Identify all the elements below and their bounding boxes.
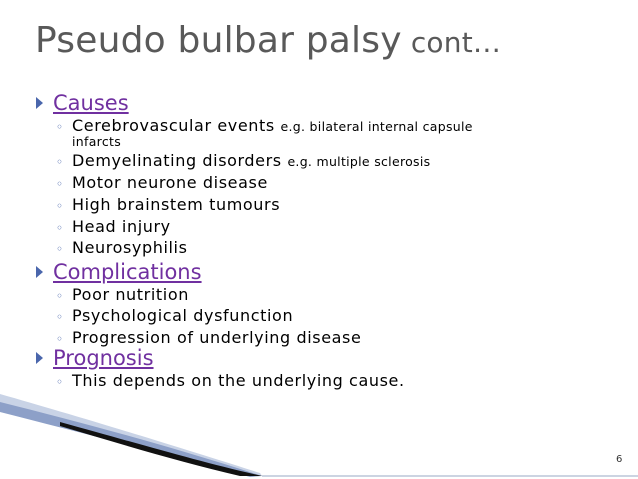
circle-outline-icon: ◦ (56, 310, 64, 324)
list-item-continuation: infarcts (72, 134, 122, 149)
triangle-right-icon (36, 266, 43, 278)
circle-outline-icon: ◦ (56, 199, 64, 213)
section-heading-label: Prognosis (53, 346, 154, 370)
slide-title-main: Pseudo bulbar palsy (35, 20, 402, 61)
list-item: ◦ Head injury (56, 217, 171, 236)
section-heading-causes (36, 90, 129, 116)
circle-outline-icon: ◦ (56, 221, 64, 235)
list-item: ◦ High brainstem tumours (56, 195, 281, 214)
list-item: ◦ Psychological dysfunction (56, 306, 294, 325)
section-heading-complications (36, 259, 202, 285)
section-heading-label: Complications (53, 260, 202, 284)
circle-outline-icon: ◦ (56, 375, 64, 389)
circle-outline-icon: ◦ (56, 332, 64, 346)
list-item: ◦ Neurosyphilis (56, 238, 188, 257)
section-heading-label: Causes (53, 91, 129, 115)
list-item: ◦ Motor neurone disease (56, 173, 268, 192)
circle-outline-icon: ◦ (56, 289, 64, 303)
circle-outline-icon: ◦ (56, 242, 64, 256)
list-item: ◦ Poor nutrition (56, 285, 189, 304)
slide-title (35, 20, 501, 61)
slide-title-suffix: cont… (401, 26, 502, 59)
list-item: ◦ Progression of underlying disease (56, 328, 362, 347)
circle-outline-icon: ◦ (56, 177, 64, 191)
circle-outline-icon: ◦ (56, 155, 64, 169)
circle-outline-icon: ◦ (56, 120, 64, 134)
section-heading-prognosis (36, 345, 154, 371)
list-item: ◦ This depends on the underlying cause. (56, 371, 405, 390)
triangle-right-icon (36, 97, 43, 109)
swoosh-decoration (0, 380, 638, 479)
list-item: ◦ Demyelinating disorders e.g. multiple sclerosis (56, 151, 431, 170)
triangle-right-icon (36, 352, 43, 364)
list-item: ◦ Cerebrovascular events e.g. bilateral internal capsule (56, 116, 473, 135)
page-number: 6 (616, 454, 623, 465)
